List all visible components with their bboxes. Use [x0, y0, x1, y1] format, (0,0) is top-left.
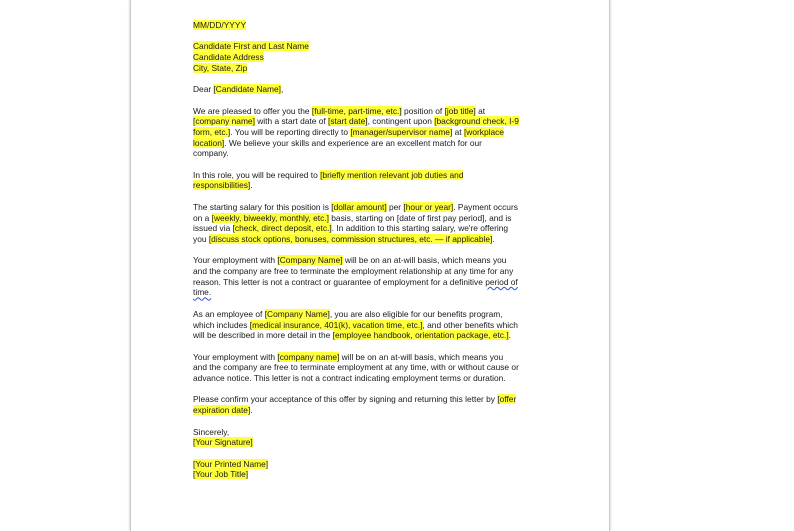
text-line [193, 394, 565, 405]
body-paragraph [193, 352, 565, 384]
body-paragraph [193, 170, 565, 191]
text-line [193, 202, 565, 213]
letter-body [193, 106, 565, 427]
text-run: . [492, 233, 495, 244]
body-paragraph [193, 255, 565, 298]
placeholder-highlight: [workplace [463, 126, 504, 137]
text-run: The starting salary for this position is [193, 201, 332, 212]
letter-date: MM/DD/YYYY [193, 20, 247, 30]
spacer [193, 95, 565, 106]
placeholder-highlight: [Company Name] [277, 255, 343, 266]
greeting [193, 84, 565, 95]
text-run: with a start date of [254, 116, 329, 127]
body-paragraph [193, 309, 565, 341]
text-run: Dear [193, 84, 214, 95]
text-run: and the company are free to terminate the employment relationship at any time for any [193, 266, 514, 277]
spacer [193, 159, 565, 170]
text-line [193, 287, 565, 298]
text-run: . You will be reporting directly to [230, 126, 351, 137]
text-run: will be on an at-will basis, which means you [339, 351, 504, 362]
text-run: at [452, 126, 464, 137]
text-line [193, 127, 565, 138]
printed-name-line: [Your Printed Name] [193, 458, 269, 469]
text-run: . We believe your skills and experience are an excellent match for our [224, 137, 482, 148]
text-run: and the company are free to terminate employment at any time, with or without cause or [193, 362, 519, 373]
text-line [193, 405, 565, 416]
text-run: basis, starting on [date of first pay period], and is [328, 212, 512, 223]
placeholder-highlight: [offer [497, 394, 517, 405]
text-run: which includes [193, 319, 250, 330]
placeholder-highlight: [company name] [277, 351, 340, 362]
placeholder-highlight: [dollar amount] [331, 201, 387, 212]
placeholder-highlight: [Company Name] [264, 308, 330, 319]
signature-line: [Your Signature] [193, 437, 253, 448]
body-paragraph [193, 394, 565, 415]
spacer [193, 416, 565, 427]
text-line [193, 116, 565, 127]
text-line [193, 180, 565, 191]
placeholder-highlight: [full-time, part-time, etc.] [311, 105, 402, 116]
candidate-city-line: City, State, Zip [193, 62, 248, 73]
text-run: We are pleased to offer you the [193, 105, 312, 116]
text-line [193, 277, 565, 288]
offer-letter [193, 20, 565, 480]
text-line [193, 138, 565, 149]
text-run: will be described in more detail in the [193, 330, 333, 341]
placeholder-highlight: [start date] [328, 116, 368, 127]
candidate-name-line: Candidate First and Last Name [193, 41, 309, 52]
text-line [193, 309, 565, 320]
placeholder-highlight: [background check, I-9 [434, 116, 519, 127]
placeholder-highlight: responsibilities] [193, 180, 251, 191]
text-line [193, 266, 565, 277]
candidate-address-line: Candidate Address [193, 52, 264, 63]
text-run: , [281, 84, 284, 95]
placeholder-highlight: expiration date] [193, 405, 251, 416]
text-run: . [508, 330, 511, 341]
text-run: you [193, 233, 209, 244]
body-paragraph [193, 106, 565, 160]
text-line [193, 373, 565, 384]
spacer [193, 191, 565, 202]
text-line [193, 170, 565, 181]
text-run: . [250, 180, 253, 191]
job-title-line: [Your Job Title] [193, 469, 249, 480]
placeholder-highlight: [hour or year] [403, 201, 454, 212]
placeholder-highlight: [medical insurance, 401(k), vacation time, etc.] [249, 319, 423, 330]
text-line [193, 223, 565, 234]
text-run: In this role, you will be required to [193, 169, 321, 180]
spacer [193, 448, 565, 459]
text-run: on a [193, 212, 212, 223]
text-run: Please confirm your acceptance of this offer by signing and returning this letter by [193, 394, 498, 405]
placeholder-highlight: [discuss stock options, bonuses, commission structures, etc. — if applicable] [208, 233, 493, 244]
text-run: reason. This letter is not a contract or guarantee of employment for a definitive [193, 276, 486, 287]
text-run: per [386, 201, 404, 212]
spacer [193, 245, 565, 256]
text-line [193, 148, 565, 159]
text-line [193, 352, 565, 363]
placeholder-highlight: [manager/supervisor name] [350, 126, 453, 137]
closing: Sincerely, [193, 426, 230, 437]
placeholder-highlight: form, etc.] [193, 126, 231, 137]
text-line [193, 255, 565, 266]
text-line [193, 362, 565, 373]
placeholder-highlight: [company name] [193, 116, 255, 127]
spellcheck-underline: time. [193, 287, 212, 298]
spellcheck-underline: period of [485, 276, 518, 287]
text-line [193, 234, 565, 245]
text-run: position of [401, 105, 445, 116]
placeholder-highlight: [weekly, biweekly, monthly, etc.] [211, 212, 329, 223]
spacer [193, 31, 565, 42]
text-run: will be on an at-will basis, which means you [342, 255, 507, 266]
document-page [130, 0, 610, 531]
placeholder-highlight: [Candidate Name] [213, 84, 281, 95]
spacer [193, 384, 565, 395]
placeholder-highlight: location] [193, 137, 225, 148]
text-run: , you are also eligible for our benefits program, [329, 308, 503, 319]
text-run: . Payment occurs [453, 201, 518, 212]
placeholder-highlight: [briefly mention relevant job duties and [320, 169, 464, 180]
text-line [193, 320, 565, 331]
text-line [193, 213, 565, 224]
text-run: . [250, 405, 253, 416]
text-run: Your employment with [193, 255, 278, 266]
text-run: , contingent upon [367, 116, 435, 127]
text-run: As an employee of [193, 308, 265, 319]
text-run: advance notice. This letter is not a contract indicating employment terms or duration. [193, 373, 506, 384]
text-run: , and other benefits which [422, 319, 518, 330]
body-paragraph [193, 202, 565, 245]
placeholder-highlight: [check, direct deposit, etc.] [232, 223, 332, 234]
text-line [193, 106, 565, 117]
spacer [193, 298, 565, 309]
text-run: issued via [193, 223, 233, 234]
spacer [193, 74, 565, 85]
text-run: Your employment with [193, 351, 278, 362]
placeholder-highlight: [employee handbook, orientation package, etc.] [332, 330, 509, 341]
text-run: . In addition to this starting salary, we're offering [331, 223, 509, 234]
spacer [193, 341, 565, 352]
text-line [193, 330, 565, 341]
placeholder-highlight: [job title] [444, 105, 476, 116]
text-run: at [475, 105, 486, 116]
text-run: company. [193, 148, 229, 159]
